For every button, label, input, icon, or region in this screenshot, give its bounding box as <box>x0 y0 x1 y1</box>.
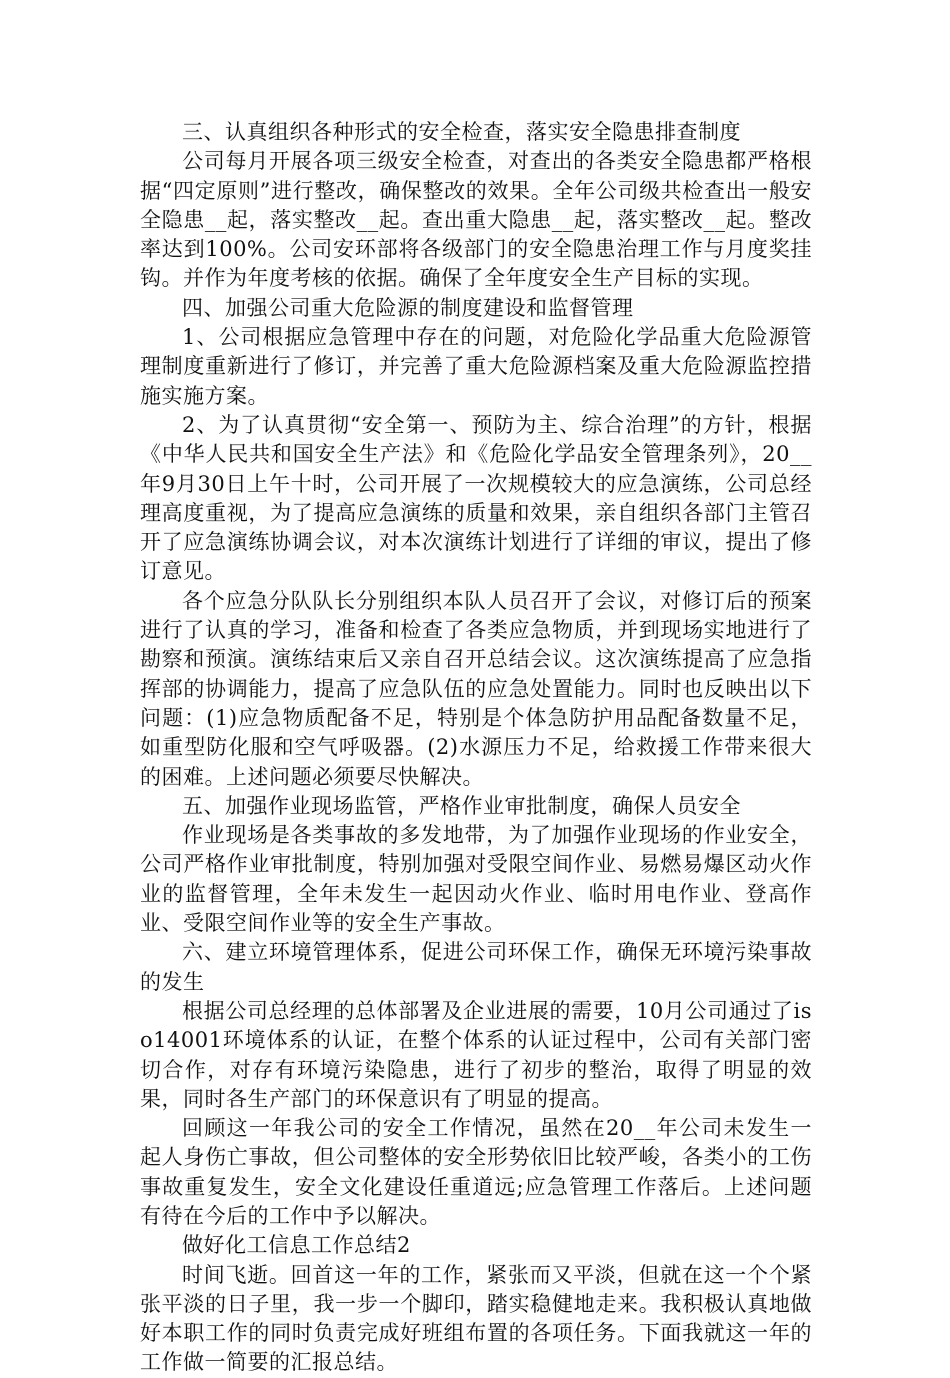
section-heading-5: 五、加强作业现场监管，严格作业审批制度，确保人员安全 <box>182 793 741 818</box>
paragraph: 各个应急分队队长分别组织本队人员召开了会议，对修订后的预案进行了认真的学习，准备和检查了各类应急物质，并到现场实地进行了勘察和预演。演练结束后又亲自召开总结会议。这次演练提高了应急指挥部的协调能力，提高了应急队伍的应急处置能力。同时也反映出以下问题：(1)应急物质配备不足，特别是个体急防护用品配备数量不足，如重型防化服和空气呼吸器。(2)水源压力不足，给救援工作带来很大的困难。上述问题必须要尽快解决。 <box>140 588 812 789</box>
paragraph: 作业现场是各类事故的多发地带，为了加强作业现场的作业安全，公司严格作业审批制度，特别加强对受限空间作业、易燃易爆区动火作业的监督管理，全年未发生一起因动火作业、临时用电作业、登高作业、受限空间作业等的安全生产事故。 <box>140 823 812 936</box>
article-title: 做好化工信息工作总结2 <box>182 1233 411 1258</box>
paragraph: 2、为了认真贯彻“安全第一、预防为主、综合治理”的方针，根据《中华人民共和国安全生产法》和《危险化学品安全管理条列》，20__年9月30日上午十时，公司开展了一次规模较大的应急演练，公司总经理高度重视，为了提高应急演练的质量和效果，亲自组织各部门主管召开了应急演练协调会议，对本次演练计划进行了详细的审议，提出了修订意见。 <box>140 412 812 584</box>
section-heading-3: 三、认真组织各种形式的安全检查，落实安全隐患排查制度 <box>182 120 741 144</box>
section-heading-4: 四、加强公司重大危险源的制度建设和监督管理 <box>182 295 634 320</box>
paragraph: 1、公司根据应急管理中存在的问题，对危险化学品重大危险源管理制度重新进行了修订，并完善了重大危险源档案及重大危险源监控措施实施方案。 <box>140 325 812 408</box>
document-body <box>140 118 812 1378</box>
paragraph: 时间飞逝。回首这一年的工作，紧张而又平淡，但就在这一个个紧张平淡的日子里，我一步一个脚印，踏实稳健地走来。我积极认真地做好本职工作的同时负责完成好班组布置的各项任务。下面我就这一年的工作做一简要的汇报总结。 <box>140 1262 812 1375</box>
paragraph: 回顾这一年我公司的安全工作情况，虽然在20__年公司未发生一起人身伤亡事故，但公司整体的安全形势依旧比较严峻，各类小的工伤事故重复发生，安全文化建设任重道远;应急管理工作落后。上述问题有待在今后的工作中予以解决。 <box>140 1116 812 1228</box>
paragraph: 根据公司总经理的总体部署及企业进展的需要，10月公司通过了iso14001环境体系的认证，在整个体系的认证过程中，公司有关部门密切合作，对存有环境污染隐患，进行了初步的整治，取得了明显的效果，同时各生产部门的环保意识有了明显的提高。 <box>140 998 812 1111</box>
section-heading-6: 六、建立环境管理体系，促进公司环保工作，确保无环境污染事故的发生 <box>140 940 812 994</box>
paragraph: 公司每月开展各项三级安全检查，对查出的各类安全隐患都严格根据“四定原则”进行整改，确保整改的效果。全年公司级共检查出一般安全隐患__起，落实整改__起。查出重大隐患__起，落实整改__起。整改率达到100%。公司安环部将各级部门的安全隐患治理工作与月度奖挂钩。并作为年度考核的依据。确保了全年度安全生产目标的实现。 <box>140 149 812 291</box>
